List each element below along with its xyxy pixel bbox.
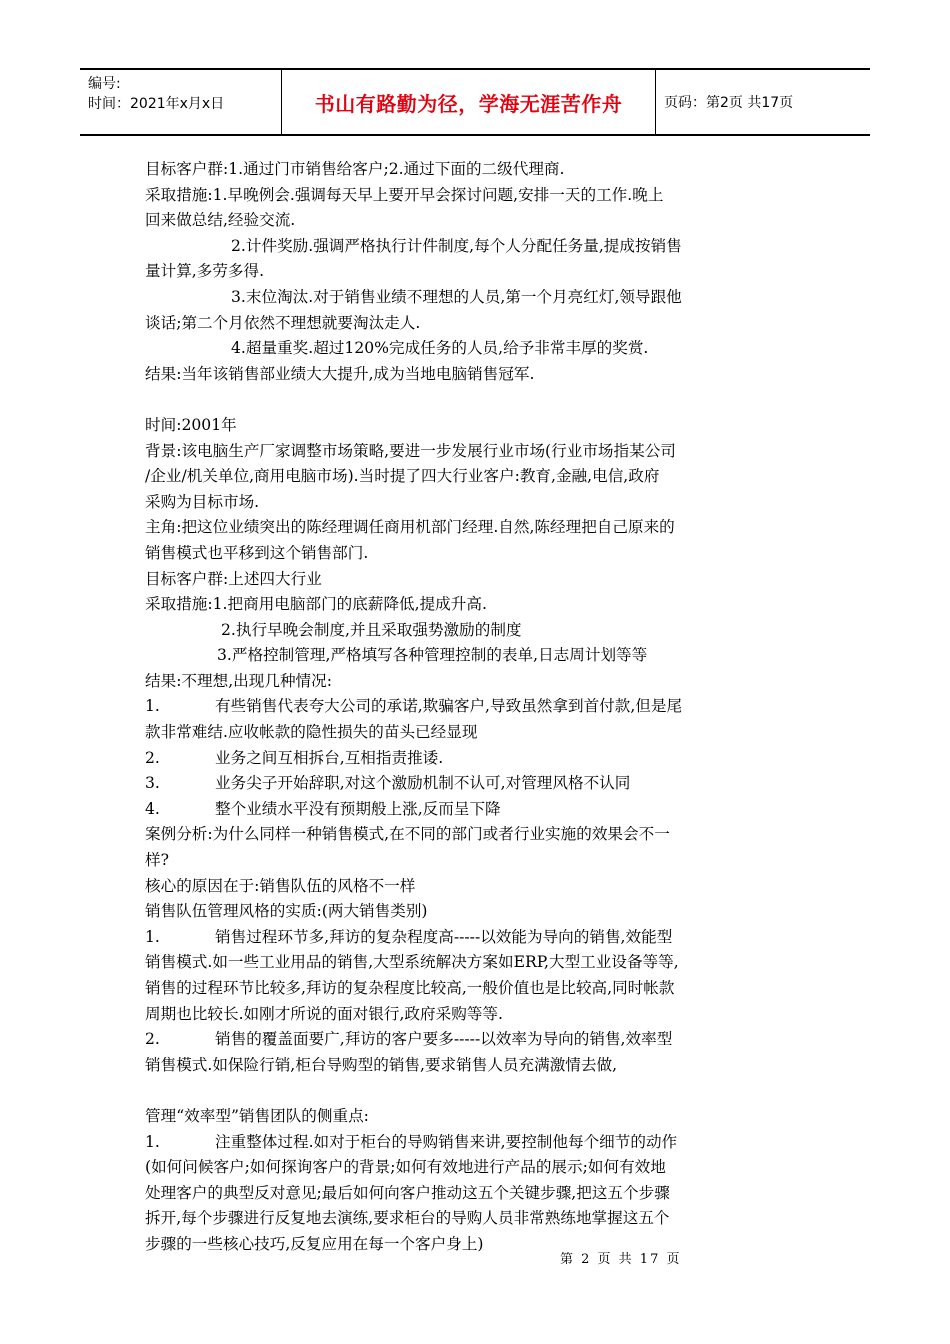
item-number: 2. <box>145 748 160 767</box>
page-header <box>80 68 870 136</box>
text-line: 结果:不理想,出现几种情况: <box>145 671 332 690</box>
text-line: 3.末位淘汰.对于销售业绩不理想的人员,第一个月亮红灯,领导跟他 <box>231 287 682 306</box>
item-number: 1. <box>145 1132 160 1151</box>
text-line: 2.计件奖励.强调严格执行计件制度,每个人分配任务量,提成按销售 <box>231 236 682 255</box>
text-line: 处理客户的典型反对意见;最后如何向客户推动这五个关键步骤,把这五个步骤 <box>145 1183 670 1202</box>
text-line: 销售队伍管理风格的实质:(两大销售类别) <box>145 902 428 921</box>
numbered-line <box>145 925 805 951</box>
text-line: 量计算,多劳多得. <box>145 262 265 281</box>
number-label: 编号: <box>88 76 121 92</box>
text-line: 谈话;第二个月依然不理想就要淘汰走人. <box>145 313 421 332</box>
numbered-line <box>145 771 805 797</box>
numbered-line <box>145 797 805 823</box>
text-line: 时间:2001年 <box>145 415 237 434</box>
text-line: 案例分析:为什么同样一种销售模式,在不同的部门或者行业实施的效果会不一 <box>145 825 670 844</box>
text-line: 周期也比较长.如刚才所说的面对银行,政府采购等等. <box>145 1004 503 1023</box>
item-number: 1. <box>145 927 160 946</box>
text-line: 采取措施:1.早晚例会.强调每天早上要开早会探讨问题,安排一天的工作.晚上 <box>145 185 664 204</box>
item-text: 销售过程环节多,拜访的复杂程度高-----以效能为导向的销售,效能型 <box>215 927 673 946</box>
document-body <box>145 157 805 1258</box>
header-page-label: 页码：第2页 共17页 <box>664 95 794 111</box>
text-line: 销售模式.如一些工业用品的销售,大型系统解决方案如ERP,大型工业设备等等, <box>145 953 679 972</box>
text-line: 目标客户群:1.通过门市销售给客户;2.通过下面的二级代理商. <box>145 160 565 178</box>
blank-line <box>145 1078 805 1104</box>
text-line: 3.严格控制管理,严格填写各种管理控制的表单,日志周计划等等 <box>217 646 648 665</box>
text-line: 销售模式.如保险行销,柜台导购型的销售,要求销售人员充满激情去做, <box>145 1055 618 1074</box>
item-number: 4. <box>145 799 160 818</box>
text-line: 回来做总结,经验交流. <box>145 211 296 230</box>
numbered-line <box>145 1027 805 1053</box>
text-line: 采取措施:1.把商用电脑部门的底薪降低,提成升高. <box>145 595 487 614</box>
text-line: 4.超量重奖.超过120%完成任务的人员,给予非常丰厚的奖赏. <box>231 339 649 358</box>
item-text: 业务尖子开始辞职,对这个激励机制不认可,对管理风格不认同 <box>215 774 631 793</box>
text-line: 拆开,每个步骤进行反复地去演练,要求柜台的导购人员非常熟练地掌握这五个 <box>145 1209 670 1228</box>
time-label: 时间：2021年x月x日 <box>88 96 225 112</box>
text-line: 背景:该电脑生产厂家调整市场策略,要进一步发展行业市场(行业市场指某公司 <box>145 441 676 460</box>
text-line: 采购为目标市场. <box>145 492 260 511</box>
item-number: 2. <box>145 1030 160 1049</box>
header-motto: 书山有路勤为径，学海无涯苦作舟 <box>282 70 656 134</box>
text-line: 步骤的一些核心技巧,反复应用在每一个客户身上) <box>145 1234 484 1253</box>
numbered-line <box>145 1130 805 1156</box>
text-line: 销售模式也平移到这个销售部门. <box>145 543 369 562</box>
item-text: 整个业绩水平没有预期般上涨,反而呈下降 <box>215 799 501 818</box>
text-line: 主角:把这位业绩突出的陈经理调任商用机部门经理.自然,陈经理把自己原来的 <box>145 518 675 537</box>
text-line: 结果:当年该销售部业绩大大提升,成为当地电脑销售冠军. <box>145 364 535 383</box>
item-number: 1. <box>145 697 160 716</box>
numbered-line <box>145 694 805 720</box>
text-line: 核心的原因在于:销售队伍的风格不一样 <box>145 876 416 895</box>
blank-line <box>145 387 805 413</box>
text-line: 目标客户群:上述四大行业 <box>145 569 322 588</box>
text-line: (如何问候客户;如何探询客户的背景;如何有效地进行产品的展示;如何有效地 <box>145 1158 666 1177</box>
text-line: 销售的过程环节比较多,拜访的复杂程度比较高,一般价值也是比较高,同时帐款 <box>145 979 675 997</box>
text-line: /企业/机关单位,商用电脑市场).当时提了四大行业客户:教育,金融,电信,政府 <box>145 467 660 486</box>
numbered-line <box>145 746 805 772</box>
item-text: 有些销售代表夸大公司的承诺,欺骗客户,导致虽然拿到首付款,但是尾 <box>215 697 683 716</box>
item-text: 销售的覆盖面要广,拜访的客户要多-----以效率为导向的销售,效率型 <box>215 1030 673 1049</box>
item-number: 3. <box>145 774 160 793</box>
header-meta <box>80 70 282 134</box>
text-line: 管理“效率型”销售团队的侧重点: <box>145 1106 369 1125</box>
page-footer: 第 2 页 共 17 页 <box>560 1252 682 1267</box>
text-line: 2.执行早晚会制度,并且采取强势激励的制度 <box>221 620 522 639</box>
text-line: 款非常难结.应收帐款的隐性损失的苗头已经显现 <box>145 723 478 742</box>
text-line: 样? <box>145 851 169 870</box>
item-text: 注重整体过程.如对于柜台的导购销售来讲,要控制他每个细节的动作 <box>215 1132 678 1151</box>
item-text: 业务之间互相拆台,互相指责推诿. <box>215 748 444 767</box>
